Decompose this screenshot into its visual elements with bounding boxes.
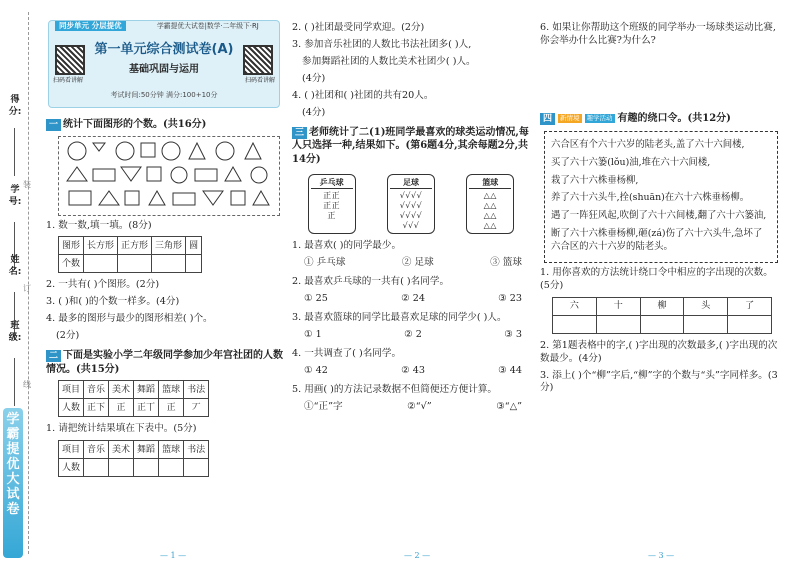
section-2-heading: 二 下面是实验小学二年级同学参加少年宫社团的人数情况。(共15分) bbox=[46, 350, 284, 375]
q2-1: 1. 请把统计结果填在下表中。(5分) bbox=[46, 423, 197, 435]
q1-3: 3. ( )和( )的个数一样多。(4分) bbox=[46, 296, 180, 308]
shapes-icon bbox=[59, 137, 279, 215]
q1-4-points: (2分) bbox=[56, 330, 80, 342]
shape-count-table: 图形 长方形 正方形 三角形 圆 个数 bbox=[58, 236, 202, 273]
qr-caption: 扫码看讲解 bbox=[244, 77, 275, 84]
q2-3-points: (4分) bbox=[302, 72, 326, 84]
class-label: 班级: bbox=[8, 321, 22, 344]
test-header bbox=[48, 20, 280, 108]
q3-5: 5. 用画( )的方法记录数据不但简便还方便计算。 bbox=[292, 383, 498, 395]
section-1-heading: 一 统计下面图形的个数。(共16分) bbox=[46, 118, 284, 132]
q2-3b: 参加舞蹈社团的人数比美术社团少( )人。 bbox=[302, 55, 476, 67]
test-subtitle: 基础巩固与运用 bbox=[129, 64, 199, 75]
q3-3: 3. 最喜欢篮球的同学比最喜欢足球的同学少( )人。 bbox=[292, 311, 507, 323]
class-blank[interactable] bbox=[14, 358, 15, 406]
page-2 bbox=[292, 18, 530, 420]
char-count-table: 六 十 柳 头 了 bbox=[552, 297, 772, 334]
brand-logo: 学霸提优大试卷 bbox=[3, 408, 23, 558]
test-meta: 考试时间:50分钟 满分:100+10分 bbox=[110, 91, 218, 99]
q3-4-options: ① 42 ② 43 ③ 44 bbox=[304, 364, 522, 376]
q2-4-points: (4分) bbox=[302, 106, 326, 118]
tally-box: 篮球 △△ △△ △△ △△ bbox=[466, 174, 514, 234]
q3-4: 4. 一共调查了( )名同学。 bbox=[292, 347, 402, 359]
q3-2-options: ① 25 ② 24 ③ 23 bbox=[304, 292, 522, 304]
q4-3: 3. 添上( )个“柳”字后,“柳”字的个数与“头”字同样多。(3分) bbox=[540, 369, 778, 394]
q2-2: 2. ( )社团最受同学欢迎。(2分) bbox=[292, 22, 425, 33]
q3-6: 6. 如果让你帮助这个班级的同学举办一场球类运动比赛,你会举办什么比赛?为什么? bbox=[540, 22, 776, 46]
q1-4: 4. 最多的图形与最少的图形相差( )个。 bbox=[46, 313, 213, 325]
tally-box: 足球 √√√√ √√√√ √√√√ √√√ bbox=[387, 174, 435, 234]
header-subline: 学霸提优大试卷|数学·二年级下·RJ bbox=[157, 22, 259, 30]
q2-3: 3. 参加音乐社团的人数比书法社团多( )人, bbox=[292, 38, 472, 50]
q3-1: 1. 最喜欢( )的同学最少。 bbox=[292, 240, 402, 252]
section-3-heading: 三 老师统计了二(1)班同学最喜欢的球类运动情况,每人只选择一种,结果如下。(第6题4分,其余每题2分,共14分) bbox=[292, 126, 529, 165]
ball-tally-boxes bbox=[292, 174, 530, 234]
q3-1-options: ① 乒乓球 ② 足球 ③ 篮球 bbox=[304, 257, 522, 269]
club-result-table: 项目 音乐 美术 舞蹈 篮球 书法 人数 bbox=[58, 440, 209, 477]
page-number: — 2 — bbox=[404, 551, 431, 561]
tongue-twister-box: 六合区有个六十六岁的陆老头,盖了六十六间楼, 买了六十六篓(lǒu)油,堆在六十六间楼, 栽了六十六株垂杨柳, 养了六十六头牛,拴(shuān)在六十六株垂杨柳。 遇了一阵狂风起,吹倒了六十六间楼,翻了六十六篓油, 断了六十六株垂杨柳,砸(zá)伤了六十六头牛,急坏了六合区的六十六岁的陆老头。 bbox=[544, 131, 778, 262]
cut-mark: 订 bbox=[23, 284, 31, 293]
answer-space[interactable] bbox=[540, 52, 778, 108]
id-label: 学号: bbox=[8, 185, 22, 208]
page-3 bbox=[540, 18, 778, 399]
page-number: — 1 — bbox=[160, 551, 187, 561]
q3-5-options: ①“正”字 ②“√” ③“△” bbox=[304, 400, 522, 412]
q3-2: 2. 最喜欢乒乓球的一共有( )名同学。 bbox=[292, 276, 450, 287]
cut-mark: 线 bbox=[23, 380, 31, 389]
q1-1: 1. 数一数,填一填。(8分) bbox=[46, 219, 152, 231]
qr-caption: 扫码看讲解 bbox=[53, 77, 84, 84]
cut-mark: 装 bbox=[23, 180, 31, 189]
q3-3-options: ① 1 ② 2 ③ 3 bbox=[304, 328, 522, 340]
cut-line bbox=[28, 12, 29, 554]
page-1 bbox=[46, 112, 284, 483]
binding-strip bbox=[0, 0, 44, 566]
tally-box: 乒乓球 正正 正正 正 bbox=[308, 174, 356, 234]
q1-2: 2. 一共有( )个图形。(2分) bbox=[46, 279, 160, 291]
club-tally-table: 项目 音乐 美术 舞蹈 篮球 书法 人数 正下 正 正丅 正 丆 bbox=[58, 380, 209, 417]
qr-code-icon[interactable] bbox=[55, 45, 85, 75]
score-label: 得分: bbox=[8, 95, 22, 118]
q4-2: 2. 第1题表格中的字,( )字出现的次数最多,( )字出现的次数最少。(4分) bbox=[540, 339, 778, 364]
score-blank[interactable] bbox=[14, 128, 15, 176]
page-number: — 3 — bbox=[648, 551, 675, 561]
q4-1: 1. 用你喜欢的方法统计绕口令中相应的字出现的次数。(5分) bbox=[540, 266, 773, 291]
section-4-heading: 四 新情境 趣学活动 有趣的绕口令。(共12分) bbox=[540, 112, 778, 126]
shapes-figure bbox=[58, 136, 280, 216]
name-label: 姓名: bbox=[8, 255, 22, 278]
test-title: 第一单元综合测试卷(A) bbox=[94, 42, 234, 57]
qr-code-icon[interactable] bbox=[243, 45, 273, 75]
q2-4: 4. ( )社团和( )社团的共有20人。 bbox=[292, 89, 434, 101]
unit-tag: 同步单元 分层提优 bbox=[55, 21, 126, 31]
